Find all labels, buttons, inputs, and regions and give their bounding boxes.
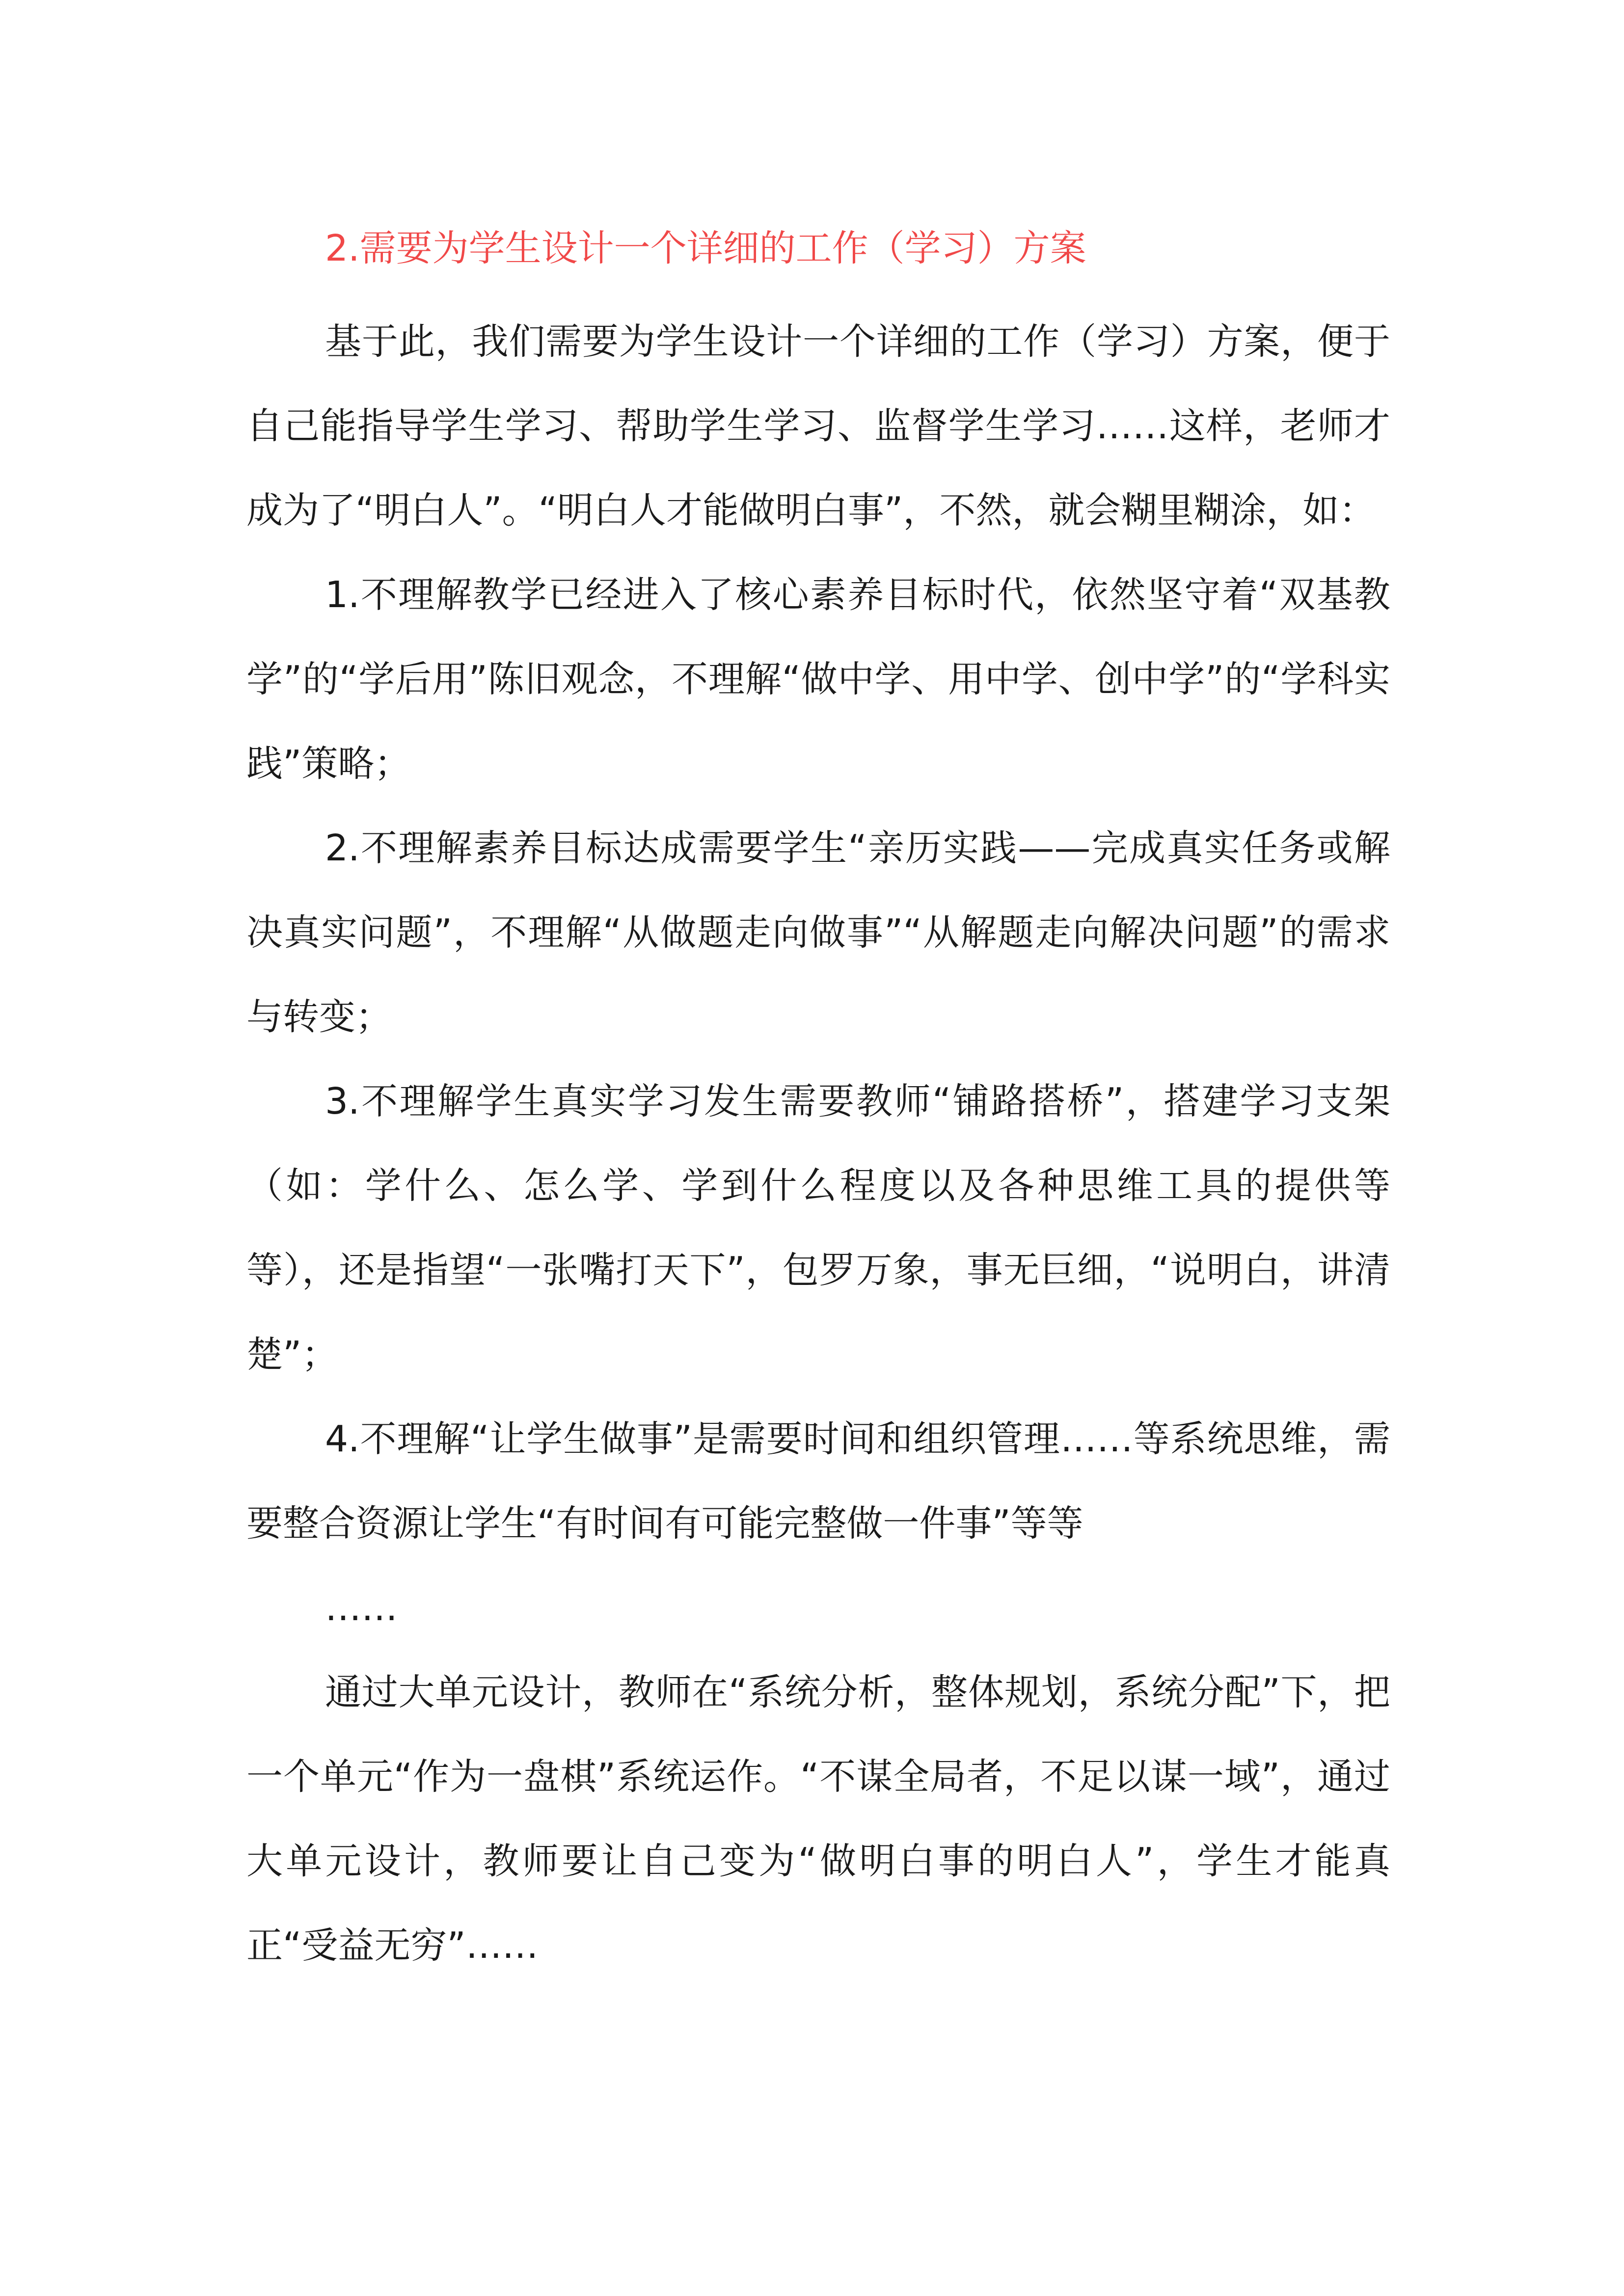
paragraph-point-2: 2.不理解素养目标达成需要学生“亲历实践——完成真实任务或解决真实问题”，不理解“从做题走向做事”“从解题走向解决问题”的需求与转变； [246, 827, 1390, 1038]
paragraph-intro: 基于此，我们需要为学生设计一个详细的工作（学习）方案，便于自己能指导学生学习、帮助学生学习、监督学生学习……这样，老师才成为了“明白人”。“明白人才能做明白事”，不然，就会糊里糊涂，如： [246, 320, 1390, 532]
paragraph-point-1: 1.不理解教学已经进入了核心素养目标时代，依然坚守着“双基教学”的“学后用”陈旧观念，不理解“做中学、用中学、创中学”的“学科实践”策略； [246, 574, 1390, 785]
paragraph-point-3: 3.不理解学生真实学习发生需要教师“铺路搭桥”，搭建学习支架（如：学什么、怎么学、学到什么程度以及各种思维工具的提供等等），还是指望“一张嘴打天下”，包罗万象，事无巨细，“说明白，讲清楚”； [246, 1080, 1390, 1376]
document-page [246, 206, 1390, 1988]
paragraph-point-4: 4.不理解“让学生做事”是需要时间和组织管理……等系统思维，需要整合资源让学生“有时间有可能完整做一件事”等等 [246, 1418, 1390, 1545]
ellipsis-line: …… [325, 1587, 398, 1629]
section-heading: 2.需要为学生设计一个详细的工作（学习）方案 [325, 227, 1086, 269]
paragraph-closing: 通过大单元设计，教师在“系统分析，整体规划，系统分配”下，把一个单元“作为一盘棋”系统运作。“不谋全局者，不足以谋一域”，通过大单元设计，教师要让自己变为“做明白事的明白人”，学生才能真正“受益无穷”…… [246, 1671, 1390, 1967]
